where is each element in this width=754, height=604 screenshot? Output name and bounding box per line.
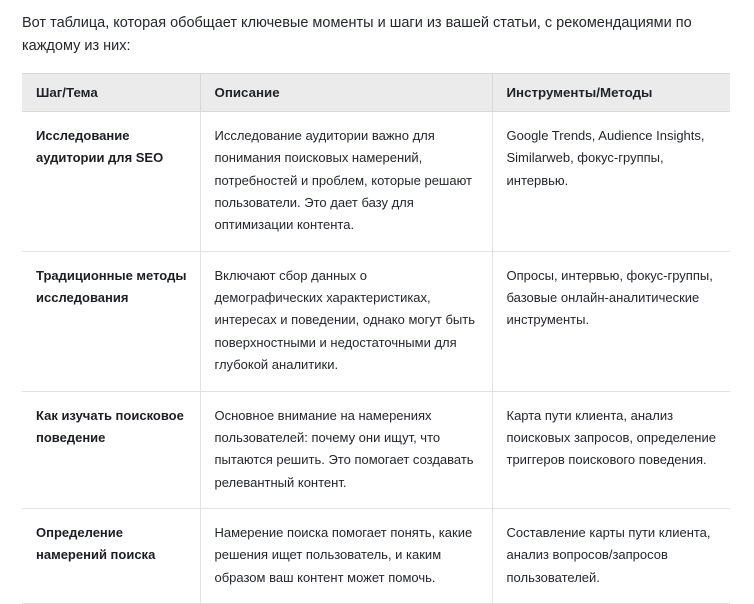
cell-tools: Составление карты пути клиента, анализ вопросов/запросов пользователей. — [492, 509, 730, 604]
table-header — [22, 73, 730, 111]
table-row — [22, 509, 730, 604]
cell-description: Основное внимание на намерениях пользователей: почему они ищут, что пытаются решить. Это помогает создавать релевантный контент. — [200, 391, 492, 508]
cell-step: Как изучать поисковое поведение — [22, 391, 200, 508]
column-header-step: Шаг/Тема — [22, 73, 200, 111]
cell-tools: Google Trends, Audience Insights, Similarweb, фокус-группы, интервью. — [492, 111, 730, 251]
cell-step: Исследование аудитории для SEO — [22, 111, 200, 251]
cell-description: Намерение поиска помогает понять, какие решения ищет пользователь, и каким образом ваш контент может помочь. — [200, 509, 492, 604]
cell-tools: Опросы, интервью, фокус-группы, базовые онлайн-аналитические инструменты. — [492, 251, 730, 391]
table-header-row — [22, 73, 730, 111]
intro-paragraph: Вот таблица, которая обобщает ключевые моменты и шаги из вашей статьи, с рекомендациями по каждому из них: — [22, 15, 692, 55]
cell-description: Включают сбор данных о демографических характеристиках, интересах и поведении, однако могут быть поверхностными и недостаточными для глубокой аналитики. — [200, 251, 492, 391]
column-header-description: Описание — [200, 73, 492, 111]
cell-step: Определение намерений поиска — [22, 509, 200, 604]
cell-description: Исследование аудитории важно для понимания поисковых намерений, потребностей и проблем, которые решают пользователи. Это дает базу для оптимизации контента. — [200, 111, 492, 251]
cell-step: Традиционные методы исследования — [22, 251, 200, 391]
summary-table — [22, 73, 730, 604]
cell-tools: Карта пути клиента, анализ поисковых запросов, определение триггеров поискового поведения. — [492, 391, 730, 508]
table-body — [22, 111, 730, 603]
table-row — [22, 251, 730, 391]
table-row — [22, 111, 730, 251]
column-header-tools: Инструменты/Методы — [492, 73, 730, 111]
table-row — [22, 391, 730, 508]
